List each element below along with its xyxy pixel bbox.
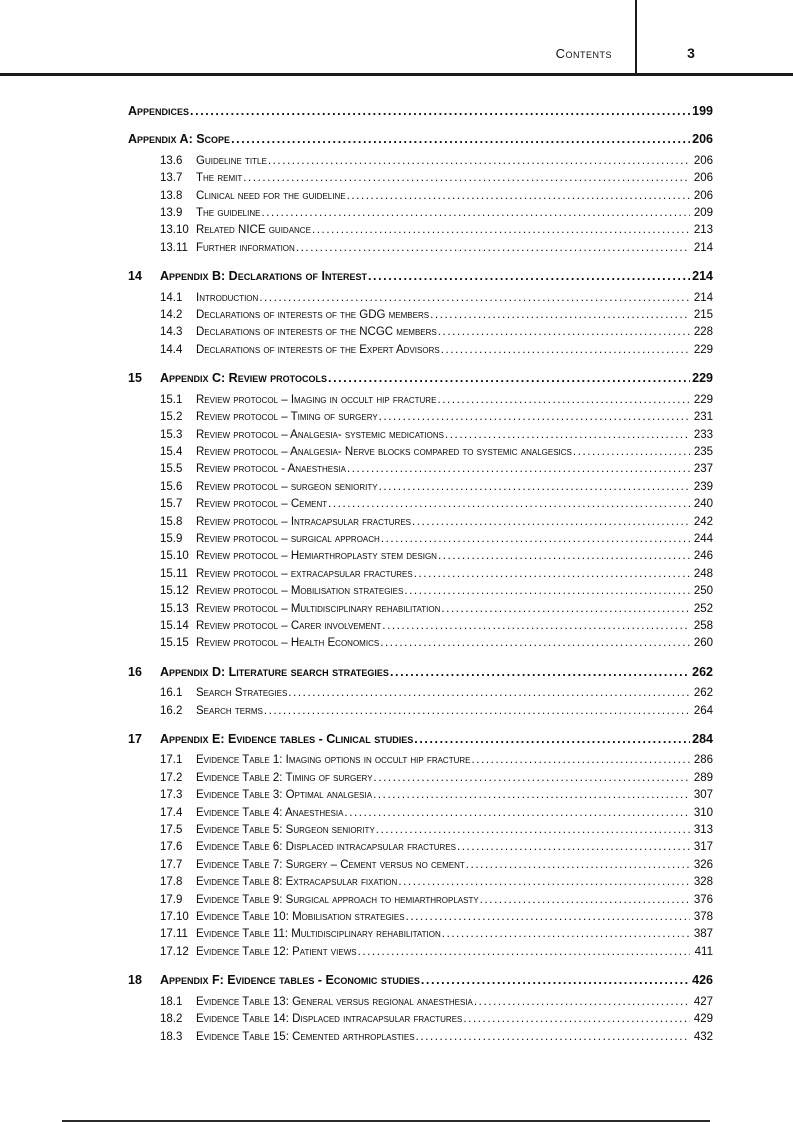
entry-page-number: 326 (693, 858, 713, 871)
entry-title: Introduction (196, 291, 259, 304)
entry-title: Evidence Table 3: Optimal analgesia (196, 789, 373, 802)
dot-leader (441, 342, 690, 359)
dot-leader (466, 857, 690, 874)
dot-leader (380, 635, 690, 652)
dot-leader (414, 566, 690, 583)
entry-page-number: 206 (693, 189, 713, 202)
entry-title: Evidence Table 13: General versus regional anaesthesia (196, 995, 473, 1008)
toc-heading-row (128, 664, 713, 681)
toc-entry-row (160, 583, 713, 600)
entry-number: 15.1 (160, 393, 183, 406)
dot-leader (190, 103, 690, 120)
dot-leader (472, 752, 691, 769)
dot-leader (430, 307, 690, 324)
entry-title: Appendix F: Evidence tables - Economic studies (160, 973, 420, 988)
entry-title: Appendix D: Literature search strategies (160, 664, 389, 679)
toc-entry-row (160, 240, 713, 257)
entry-title: Evidence Table 6: Displaced intracapsular fractures (196, 841, 456, 854)
entry-title: Review protocol – Imaging in occult hip fracture (196, 393, 437, 406)
entry-page-number: 244 (693, 532, 713, 545)
header-vertical-rule (635, 0, 637, 73)
toc-entry-row (160, 787, 713, 804)
entry-page-number: 214 (692, 269, 713, 284)
entry-number: 17.3 (160, 789, 183, 802)
entry-title: Review protocol – Health Economics (196, 637, 380, 650)
entry-page-number: 209 (693, 207, 713, 220)
entry-page-number: 286 (693, 754, 713, 767)
entry-number: 15.12 (160, 585, 189, 598)
entry-title: Review protocol – Mobilisation strategies (196, 585, 404, 598)
entry-title: Clinical need for the guideline (196, 189, 346, 202)
toc-entry-row (160, 685, 713, 702)
entry-title: Declarations of interests of the Expert Advisors (196, 343, 440, 356)
entry-number: 15.3 (160, 428, 183, 441)
toc-entry-row (160, 1011, 713, 1028)
toc-entry-row (160, 857, 713, 874)
entry-page-number: 328 (693, 876, 713, 889)
entry-number: 17.11 (160, 928, 188, 941)
dot-leader (268, 153, 690, 170)
toc-section (128, 370, 713, 653)
dot-leader (390, 664, 690, 681)
entry-number: 16 (128, 664, 142, 679)
entry-page-number: 233 (693, 428, 713, 441)
toc-entry-row (160, 926, 713, 943)
entry-number: 18 (128, 973, 142, 988)
entry-title: Declarations of interests of the GDG members (196, 309, 430, 322)
entry-page-number: 231 (693, 411, 713, 424)
toc-entry-row (160, 770, 713, 787)
toc-entry-row (160, 994, 713, 1011)
entry-page-number: 427 (693, 995, 713, 1008)
entry-page-number: 284 (692, 732, 713, 746)
entry-number: 15.5 (160, 463, 183, 476)
dot-leader (445, 427, 690, 444)
entry-page-number: 206 (693, 154, 713, 167)
entry-number: 17.12 (160, 945, 189, 958)
entry-title: Appendix B: Declarations of Interest (160, 269, 367, 284)
toc-entry-row (160, 618, 713, 635)
entry-number: 15.4 (160, 445, 183, 458)
toc-section (128, 664, 713, 720)
dot-leader (416, 1029, 690, 1046)
entry-page-number: 264 (693, 704, 713, 717)
toc-entry-row (160, 909, 713, 926)
entry-number: 14.4 (160, 343, 183, 356)
entry-page-number: 313 (693, 824, 713, 837)
entry-page-number: 376 (693, 893, 713, 906)
entry-title: Review protocol – Intracapsular fractures (196, 515, 412, 528)
entry-title: Review protocol – Carer involvement (196, 619, 382, 632)
toc-entry-row (160, 514, 713, 531)
entry-page-number: 242 (693, 515, 713, 528)
toc-entry-row (160, 703, 713, 720)
entry-number: 15.2 (160, 411, 183, 424)
entry-number: 18.1 (160, 995, 183, 1008)
toc-entry-row (160, 496, 713, 513)
entry-number: 16.1 (160, 687, 183, 700)
entry-number: 18.3 (160, 1030, 183, 1043)
dot-leader (441, 601, 690, 618)
toc-section (128, 268, 713, 359)
toc-heading-row (128, 268, 713, 285)
entry-number: 17.1 (160, 754, 183, 767)
dot-leader (379, 479, 690, 496)
toc-entry-row (160, 479, 713, 496)
dot-leader (438, 324, 690, 341)
dot-leader (480, 892, 690, 909)
dot-leader (406, 909, 690, 926)
dot-leader (398, 874, 690, 891)
entry-page-number: 240 (693, 498, 713, 511)
entry-page-number: 262 (692, 664, 713, 679)
toc-heading-row (128, 370, 713, 387)
dot-leader (231, 131, 690, 148)
entry-page-number: 229 (693, 393, 713, 406)
entry-number: 14.3 (160, 326, 183, 339)
entry-number: 13.8 (160, 189, 183, 202)
toc-entry-row (160, 1029, 713, 1046)
toc-entry-row (160, 601, 713, 618)
toc-heading-row (128, 731, 713, 748)
entry-title: Further information (196, 241, 295, 254)
dot-leader (573, 444, 690, 461)
toc-entry-row (160, 427, 713, 444)
dot-leader (328, 370, 690, 387)
entry-number: 15.13 (160, 602, 189, 615)
dot-leader (368, 268, 690, 285)
dot-leader (347, 188, 690, 205)
dot-leader (312, 222, 690, 239)
entry-title: Review protocol - Anaesthesia (196, 463, 346, 476)
entry-title: Search Strategies (196, 687, 288, 700)
entry-title: The remit (196, 172, 243, 185)
entry-title: Related NICE guidance (196, 224, 311, 237)
toc-entry-row (160, 874, 713, 891)
dot-leader (347, 461, 690, 478)
entry-page-number: 317 (693, 841, 713, 854)
entry-title: Review protocol – Cement (196, 498, 328, 511)
entry-number: 17.9 (160, 893, 183, 906)
toc-entry-row (160, 892, 713, 909)
dot-leader (259, 290, 690, 307)
entry-page-number: 252 (693, 602, 713, 615)
toc-entry-row (160, 822, 713, 839)
toc-entry-row (160, 324, 713, 341)
entry-page-number: 387 (693, 928, 713, 941)
entry-page-number: 206 (693, 172, 713, 185)
entry-page-number: 432 (693, 1030, 713, 1043)
dot-leader (442, 926, 690, 943)
entry-title: Review protocol – surgeon seniority (196, 480, 378, 493)
entry-title: Search terms (196, 704, 263, 717)
entry-page-number: 229 (692, 371, 713, 386)
entry-page-number: 289 (693, 771, 713, 784)
entry-page-number: 258 (693, 619, 713, 632)
entry-number: 15.8 (160, 515, 183, 528)
entry-title: Evidence Table 14: Displaced intracapsular fractures (196, 1013, 463, 1026)
toc-entry-row (160, 290, 713, 307)
toc-entry-row (160, 444, 713, 461)
toc-entry-row (160, 839, 713, 856)
entry-title: Evidence Table 7: Surgery – Cement versus no cement (196, 858, 465, 871)
entry-title: Review protocol – Analgesia- Nerve blocks compared to systemic analgesics (196, 445, 572, 458)
entry-title: Evidence Table 1: Imaging options in occult hip fracture (196, 754, 471, 767)
toc-entry-row (160, 531, 713, 548)
entry-number: 17.10 (160, 911, 189, 924)
entry-number: 15.7 (160, 498, 183, 511)
entry-number: 17.5 (160, 824, 183, 837)
dot-leader (412, 514, 690, 531)
entry-number: 17 (128, 732, 142, 746)
entry-page-number: 262 (693, 687, 713, 700)
entry-page-number: 214 (693, 291, 713, 304)
dot-leader (382, 618, 690, 635)
dot-leader (381, 531, 690, 548)
page-number: 3 (687, 45, 695, 61)
toc-entry-row (160, 188, 713, 205)
entry-number: 13.10 (160, 224, 189, 237)
entry-title: Appendices (128, 104, 190, 118)
toc-entry-row (160, 392, 713, 409)
entry-title: Declarations of interests of the NCGC members (196, 326, 437, 339)
toc-entry-row (160, 566, 713, 583)
entry-title: Evidence Table 10: Mobilisation strategies (196, 911, 405, 924)
entry-title: Review protocol – extracapsular fractures (196, 567, 413, 580)
dot-leader (243, 170, 690, 187)
toc-entry-row (160, 170, 713, 187)
entry-number: 13.6 (160, 154, 183, 167)
entry-number: 16.2 (160, 704, 183, 717)
dot-leader (358, 944, 690, 961)
dot-leader (437, 392, 690, 409)
entry-number: 14 (128, 269, 142, 284)
entry-title: Review protocol – surgical approach (196, 532, 380, 545)
page-header-title: Contents (555, 46, 612, 61)
dot-leader (264, 703, 690, 720)
toc-heading-row (128, 103, 713, 120)
toc-heading-row (128, 972, 713, 989)
entry-number: 17.4 (160, 806, 183, 819)
entry-page-number: 239 (693, 480, 713, 493)
toc-entry-row (160, 409, 713, 426)
toc-entry-row (160, 805, 713, 822)
dot-leader (457, 839, 690, 856)
dot-leader (296, 240, 690, 257)
entry-number: 15.15 (160, 637, 189, 650)
entry-title: Evidence Table 15: Cemented arthroplasties (196, 1030, 415, 1043)
entry-page-number: 237 (693, 463, 713, 476)
entry-page-number: 206 (692, 132, 713, 147)
toc-entry-row (160, 205, 713, 222)
entry-page-number: 228 (693, 326, 713, 339)
entry-title: Evidence Table 8: Extracapsular fixation (196, 876, 398, 889)
dot-leader (463, 1011, 690, 1028)
dot-leader (474, 994, 690, 1011)
entry-title: Appendix A: Scope (128, 132, 231, 147)
entry-number: 17.7 (160, 858, 183, 871)
entry-number: 13.9 (160, 207, 183, 220)
entry-number: 17.6 (160, 841, 183, 854)
dot-leader (414, 731, 690, 748)
entry-title: The guideline (196, 207, 261, 220)
entry-page-number: 310 (693, 806, 713, 819)
entry-title: Evidence Table 2: Timing of surgery (196, 771, 373, 784)
entry-page-number: 426 (692, 973, 713, 988)
entry-title: Review protocol – Analgesia- systemic medications (196, 428, 444, 441)
dot-leader (288, 685, 690, 702)
entry-page-number: 307 (693, 789, 713, 802)
entry-title: Evidence Table 9: Surgical approach to hemiarthroplasty (196, 893, 479, 906)
entry-number: 15.9 (160, 532, 183, 545)
toc-entry-row (160, 752, 713, 769)
entry-page-number: 378 (693, 911, 713, 924)
entry-number: 13.7 (160, 172, 183, 185)
entry-page-number: 429 (693, 1013, 713, 1026)
dot-leader (421, 972, 690, 989)
entry-page-number: 215 (693, 309, 713, 322)
entry-number: 15.14 (160, 619, 189, 632)
dot-leader (438, 548, 690, 565)
toc-entry-row (160, 153, 713, 170)
entry-title: Evidence Table 11: Multidisciplinary rehabilitation (196, 928, 441, 941)
entry-number: 14.2 (160, 309, 183, 322)
toc-section (128, 731, 713, 961)
toc-entry-row (160, 307, 713, 324)
entry-number: 17.2 (160, 771, 183, 784)
toc-entry-row (160, 461, 713, 478)
toc-entry-row (160, 222, 713, 239)
header-horizontal-rule (0, 73, 793, 76)
toc-entry-row (160, 944, 713, 961)
entry-number: 15 (128, 371, 142, 386)
entry-title: Evidence Table 4: Anaesthesia (196, 806, 344, 819)
entry-page-number: 411 (694, 945, 713, 958)
dot-leader (328, 496, 690, 513)
entry-title: Review protocol – Hemiarthroplasty stem design (196, 550, 437, 563)
entry-title: Evidence Table 12: Patient views (196, 945, 357, 958)
dot-leader (374, 770, 690, 787)
toc-section (128, 972, 713, 1046)
entry-title: Review protocol – Multidisciplinary rehabilitation (196, 602, 441, 615)
entry-page-number: 246 (693, 550, 713, 563)
toc-entry-row (160, 342, 713, 359)
entry-page-number: 235 (693, 445, 713, 458)
toc-section (128, 103, 713, 120)
toc-section (128, 131, 713, 257)
entry-title: Guideline title (196, 154, 267, 167)
toc-entry-row (160, 548, 713, 565)
entry-page-number: 214 (693, 241, 713, 254)
entry-title: Appendix E: Evidence tables - Clinical studies (160, 732, 414, 746)
entry-page-number: 229 (693, 343, 713, 356)
entry-page-number: 250 (693, 585, 713, 598)
entry-number: 15.11 (160, 567, 188, 580)
toc-entry-row (160, 635, 713, 652)
entry-title: Appendix C: Review protocols (160, 371, 328, 386)
entry-number: 13.11 (160, 241, 188, 254)
dot-leader (404, 583, 690, 600)
entry-title: Evidence Table 5: Surgeon seniority (196, 824, 375, 837)
dot-leader (261, 205, 690, 222)
table-of-contents (128, 92, 713, 1046)
entry-number: 15.6 (160, 480, 183, 493)
dot-leader (344, 805, 690, 822)
dot-leader (379, 409, 690, 426)
dot-leader (373, 787, 690, 804)
entry-page-number: 213 (693, 224, 713, 237)
toc-heading-row (128, 131, 713, 148)
entry-number: 18.2 (160, 1013, 183, 1026)
dot-leader (376, 822, 690, 839)
entry-title: Review protocol – Timing of surgery (196, 411, 378, 424)
entry-page-number: 260 (693, 637, 713, 650)
entry-page-number: 248 (693, 567, 713, 580)
entry-number: 14.1 (160, 291, 183, 304)
entry-number: 15.10 (160, 550, 189, 563)
entry-page-number: 199 (692, 104, 713, 118)
entry-number: 17.8 (160, 876, 183, 889)
